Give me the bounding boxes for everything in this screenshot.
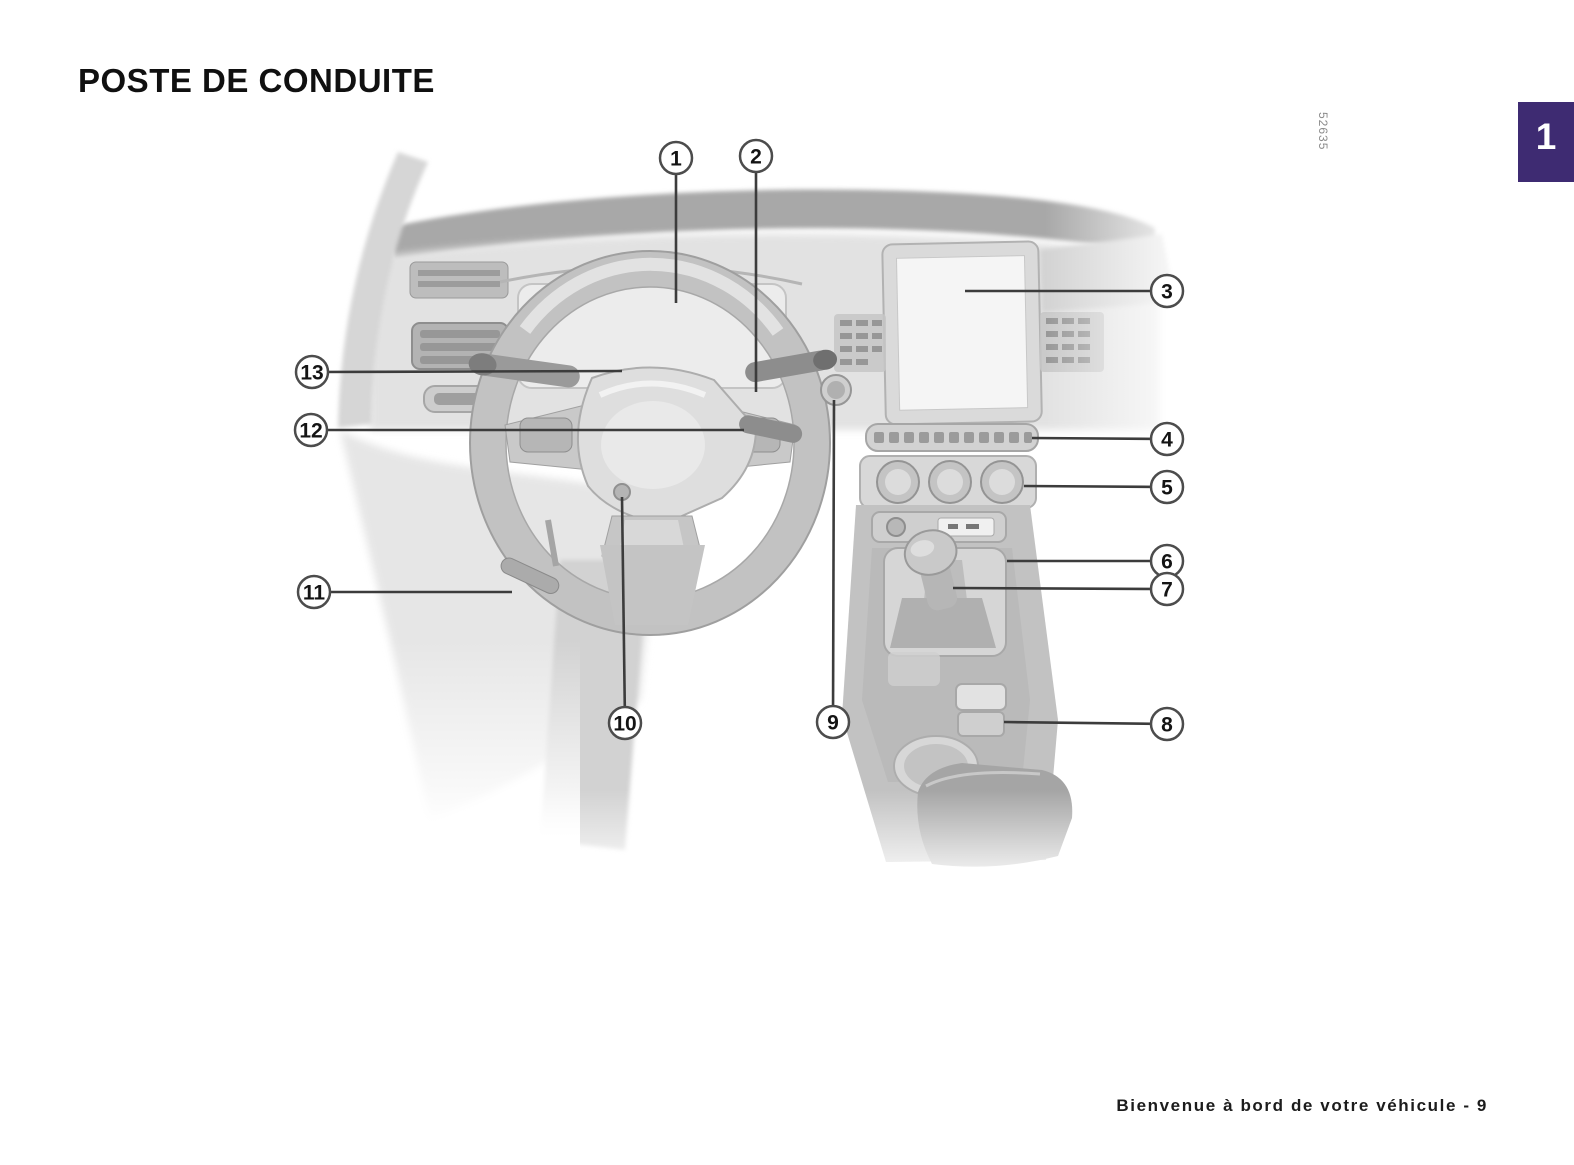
callout-number: 10: [613, 712, 637, 736]
callout-number: 12: [299, 419, 323, 443]
callout-leader-line: [1024, 486, 1167, 487]
callout-leader-line: [312, 371, 622, 372]
callout-number: 2: [750, 145, 762, 169]
callout-number: 13: [300, 361, 324, 385]
callout-number: 7: [1161, 578, 1173, 602]
page-title: POSTE DE CONDUITE: [78, 62, 435, 100]
page-footer: Bienvenue à bord de votre véhicule - 9: [1116, 1096, 1488, 1115]
touchscreen: [882, 241, 1042, 424]
callout-number: 9: [827, 711, 839, 735]
callout-number: 11: [302, 581, 326, 605]
callout-leader-line: [953, 588, 1167, 589]
fade-right: [1045, 150, 1230, 630]
figure-number: 52635: [1316, 112, 1330, 151]
fade-bottom-left: [320, 640, 580, 860]
callout-number: 8: [1161, 713, 1173, 737]
climate-knobs: [860, 456, 1036, 508]
callout-leader-line: [833, 400, 834, 722]
callout-number: 5: [1161, 476, 1173, 500]
climate-button-strip: [866, 424, 1038, 451]
callout-number: 6: [1161, 550, 1173, 574]
callout-number: 1: [670, 147, 682, 171]
section-tab-number: 1: [1535, 115, 1557, 157]
callout-number: 4: [1161, 428, 1173, 452]
start-button: [821, 375, 851, 405]
callout-leader-line: [1032, 438, 1167, 439]
callout-number: 3: [1161, 280, 1173, 304]
